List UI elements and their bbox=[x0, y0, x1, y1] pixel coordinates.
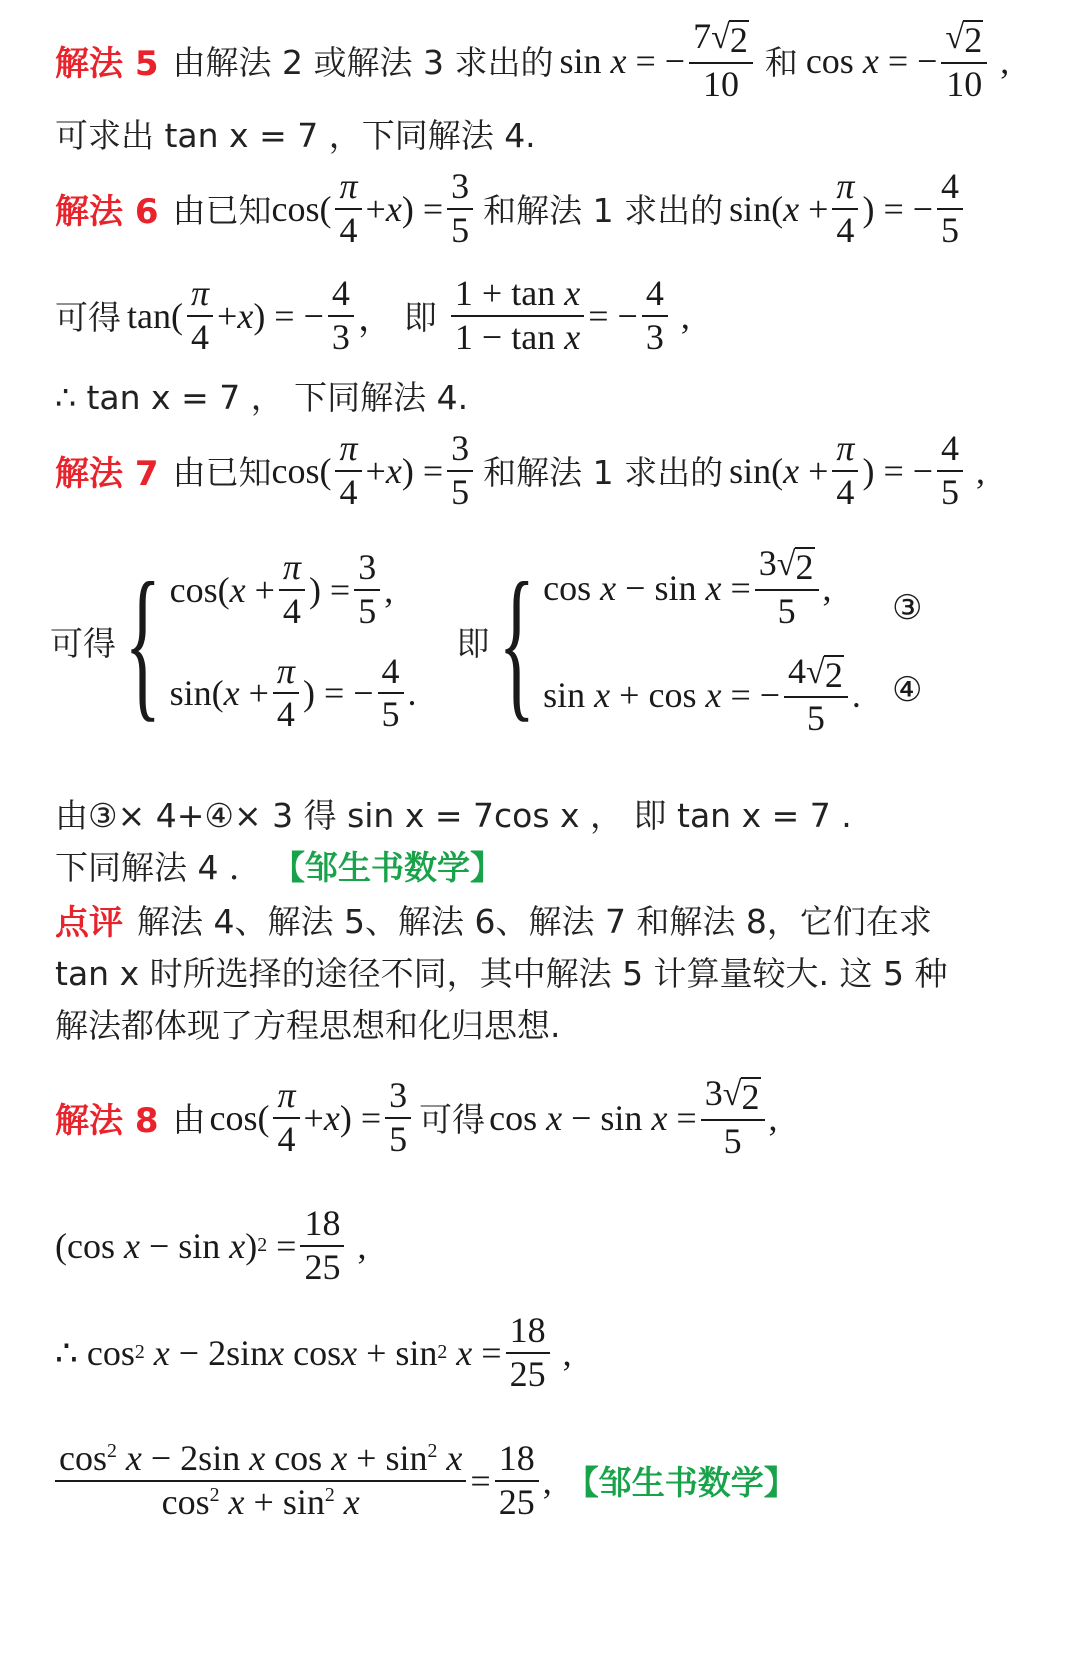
review-line2 bbox=[55, 948, 948, 995]
marker-4: ④ bbox=[892, 670, 923, 710]
method8-line1 bbox=[55, 1075, 778, 1161]
method7-same-line bbox=[55, 842, 503, 889]
method7-cos-formula: cos( $\frac{\pi}{4}$ + x ) = $\frac{3}{5}$ bbox=[272, 430, 478, 512]
method6-line2 bbox=[55, 275, 690, 357]
brand-tag-1: 【邹生书数学】 bbox=[271, 848, 503, 887]
system-1 bbox=[116, 549, 417, 734]
method6-conclusion: ∴ tan x = 7 ， 下同解法 4. bbox=[55, 378, 469, 417]
method8-text2: 可得 bbox=[419, 1100, 486, 1140]
method7-ji: 即 bbox=[456, 624, 490, 664]
system-2 bbox=[490, 545, 861, 738]
method5-line2 bbox=[55, 110, 536, 157]
method7-kede: 可得 bbox=[50, 624, 116, 664]
review-text3: 解法都体现了方程思想和化归思想. bbox=[55, 1006, 561, 1045]
marker-3: ③ bbox=[892, 588, 923, 628]
method6-tan-formula: tan( $\frac{\pi}{4}$ + x ) = − $\frac{4}{3}$ ， bbox=[127, 273, 394, 357]
left-brace-2: { bbox=[497, 547, 535, 736]
method8-square-formula: (cos x − sin x ) 2 = $\frac{18}{25}$ , bbox=[55, 1203, 367, 1287]
method8-expand-line bbox=[55, 1312, 572, 1394]
method5-line1 bbox=[55, 18, 1009, 104]
method8-ratio-line bbox=[55, 1440, 797, 1522]
method7-line1 bbox=[55, 430, 985, 512]
method7-text1: 由已知 bbox=[172, 453, 272, 493]
method7-sin-formula: sin( x + $\frac{\pi}{4}$ ) = − $\frac{4}{5}$ , bbox=[729, 428, 986, 512]
method5-cos-formula: cos x = − √ 2 10 , bbox=[805, 19, 1010, 104]
review-text2: tan x 时所选择的途径不同，其中解法 5 计算量较大. 这 5 种 bbox=[55, 954, 948, 993]
method6-label: 解法 6 bbox=[55, 192, 159, 233]
review-line3 bbox=[55, 1000, 561, 1047]
method6-sin-formula: sin( x + $\frac{\pi}{4}$ ) = − $\frac{4}{5}$ bbox=[729, 168, 967, 250]
method7-same: 下同解法 4 ． bbox=[55, 848, 262, 887]
method6-text1: 由已知 bbox=[172, 191, 272, 231]
method5-label: 解法 5 bbox=[55, 44, 159, 85]
method8-square-line bbox=[55, 1205, 366, 1287]
method7-result: 由③× 4+④× 3 得 sin x = 7cos x ， 即 tan x = 7 . bbox=[55, 796, 852, 835]
system1-eq-b: sin( x + $\frac{\pi}{4}$ ) = − $\frac{4}{5}$ . bbox=[169, 650, 417, 735]
method5-conj: 和 bbox=[764, 43, 798, 83]
review-label: 点评 bbox=[55, 903, 123, 943]
method8-expand-formula: ∴ cos 2 x − 2sin x cos x + sin 2 x = $\frac{18}{25}$ , bbox=[55, 1310, 572, 1394]
review-line1 bbox=[55, 895, 932, 944]
method8-label: 解法 8 bbox=[55, 1101, 159, 1142]
method8-ratio-formula: $\frac{\cos^2 x - 2\sin x \cos x + \sin^2 x}{\cos^2 x + \sin^2 x}$ = $\frac{18}{25}$ , bbox=[55, 1440, 552, 1522]
method7-result-line bbox=[55, 790, 852, 837]
method5-sin-formula: sin x = − 7 √ 2 10 bbox=[559, 18, 756, 104]
method6-line1 bbox=[55, 168, 967, 250]
method8-diff-formula: cos x − sin x = 3 √ 2 5 , bbox=[489, 1073, 778, 1161]
method6-text2: 和解法 1 求出的 bbox=[483, 191, 724, 231]
method7-text2: 和解法 1 求出的 bbox=[483, 453, 724, 493]
method6-cos-formula: cos( $\frac{\pi}{4}$ + x ) = $\frac{3}{5}$ bbox=[272, 168, 478, 250]
left-brace-1: { bbox=[124, 547, 162, 736]
method8-text1: 由 bbox=[172, 1100, 206, 1140]
method6-line3 bbox=[55, 372, 468, 419]
method8-cos-formula: cos( $\frac{\pi}{4}$ + x ) = $\frac{3}{5}$ bbox=[210, 1077, 416, 1159]
brand-tag-2: 【邹生书数学】 bbox=[565, 1463, 797, 1503]
system1-eq-a: cos( x + $\frac{\pi}{4}$ ) = $\frac{3}{5}$ , bbox=[169, 547, 394, 631]
method6-ratio-formula: $\frac{\text{1 + tan x}}{\text{1 − tan x}}$ = − $\frac{4}{3}$ , bbox=[447, 275, 690, 357]
system2-eq-a: cos x − sin x = 3 √ 2 5 , bbox=[543, 543, 832, 631]
method6-kede: 可得 bbox=[55, 298, 121, 338]
method5-conclusion: 可求出 tan x = 7 ，下同解法 4. bbox=[55, 116, 536, 155]
method7-systems bbox=[50, 545, 861, 738]
method6-ji: 即 bbox=[403, 298, 437, 338]
system2-eq-b: sin x + cos x = − 4 √ 2 5 . bbox=[543, 650, 861, 739]
review-text1: 解法 4、解法 5、解法 6、解法 7 和解法 8，它们在求 bbox=[137, 902, 932, 941]
method5-text: 由解法 2 或解法 3 求出的 bbox=[172, 43, 554, 83]
method7-label: 解法 7 bbox=[55, 454, 159, 495]
